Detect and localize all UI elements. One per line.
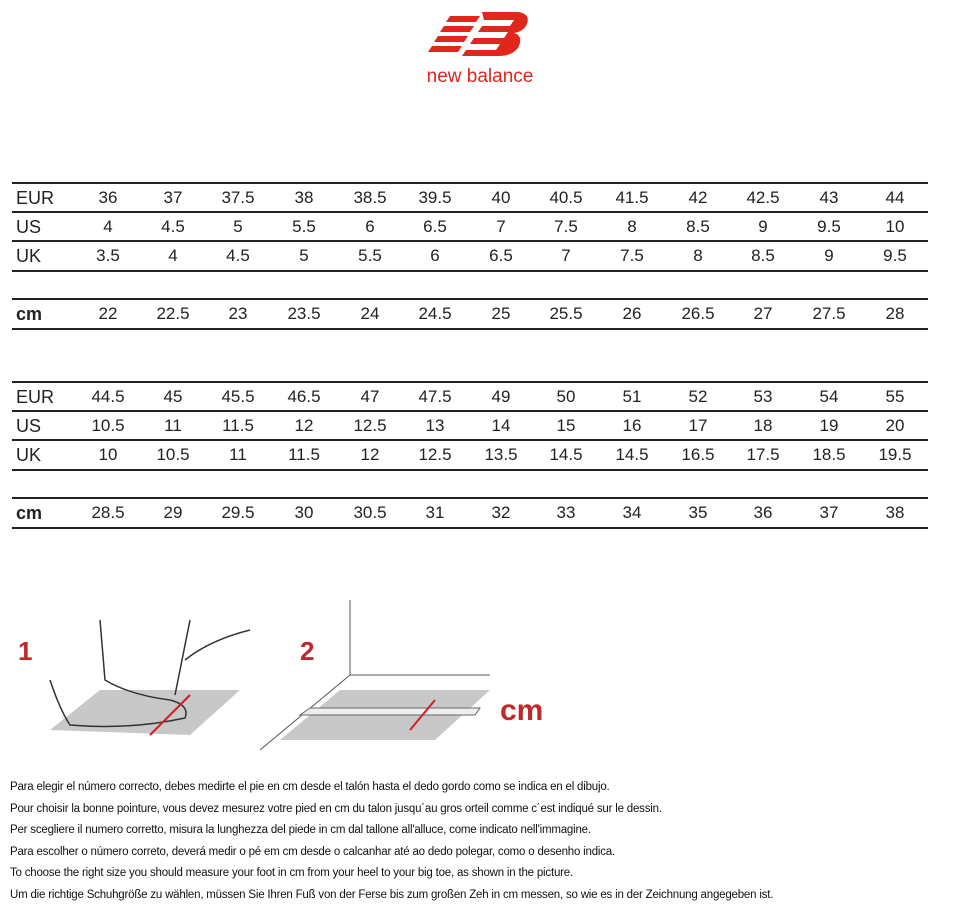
size-cell: 11.5 [288, 445, 320, 464]
size-cell: 53 [753, 387, 773, 406]
size-cell: 6.5 [423, 217, 447, 236]
size-cell: 17 [688, 416, 708, 435]
size-cell: 12.5 [353, 416, 387, 435]
size-cell: 43 [819, 188, 839, 207]
size-cell: 29 [163, 503, 183, 522]
size-cell: 40 [491, 188, 511, 207]
size-cell: 22.5 [156, 304, 190, 323]
size-cell: 45.5 [221, 387, 255, 406]
size-cell: 8.5 [751, 246, 775, 265]
size-cell: 46.5 [287, 387, 321, 406]
size-cell: 10 [98, 445, 118, 464]
size-cell: 19 [819, 416, 839, 435]
size-cell: 5.5 [292, 217, 316, 236]
size-cell: 28 [885, 304, 905, 323]
size-cell: 24 [360, 304, 380, 323]
size-cell: 7.5 [554, 217, 578, 236]
size-cell: 8 [693, 246, 703, 265]
size-cell: 36 [98, 188, 118, 207]
size-cell: 12.5 [418, 445, 452, 464]
row-label: UK [16, 445, 42, 465]
size-cell: 50 [556, 387, 576, 406]
size-cell: 19.5 [878, 445, 912, 464]
size-cell: 35 [688, 503, 708, 522]
size-cell: 37 [819, 503, 839, 522]
instruction-line: To choose the right size you should measure your foot in cm from your heel to your big toe, as shown in the picture. [10, 867, 573, 879]
instruction-line: Um die richtige Schuhgröße zu wählen, müssen Sie Ihren Fuß von der Ferse bis zum großen Zeh in cm messen, so wie es in der Zeichnung angegeben ist. [10, 888, 774, 901]
size-row-cm [12, 298, 928, 330]
size-cell: 44 [885, 188, 905, 207]
size-cell: 38 [885, 503, 905, 522]
size-cell: 44.5 [91, 387, 125, 406]
size-cell: 9 [824, 246, 834, 265]
size-cell: 38 [294, 188, 314, 207]
size-cell: 8 [627, 217, 637, 236]
size-cell: 18.5 [812, 445, 846, 464]
size-cell: 16 [622, 416, 642, 435]
step-1-label: 1 [18, 636, 33, 666]
size-cell: 42.5 [746, 188, 780, 207]
size-cell: 36 [753, 503, 773, 522]
size-cell: 41.5 [615, 188, 649, 207]
size-cell: 29.5 [221, 503, 255, 522]
size-cell: 30.5 [353, 503, 387, 522]
size-cell: 20 [885, 416, 905, 435]
size-cell: 5 [299, 246, 309, 265]
row-label: US [16, 217, 42, 237]
size-cell: 27.5 [812, 304, 846, 323]
instruction-line: Per scegliere il numero corretto, misura la lunghezza del piede in cm dal tallone all'alluce, come indicato nell'immagine. [10, 824, 591, 836]
size-cell: 38.5 [353, 188, 387, 207]
size-row-eur [12, 381, 928, 411]
size-row-uk [12, 240, 928, 272]
size-row-eur [12, 182, 928, 212]
size-cell: 31 [425, 503, 445, 522]
size-cell: 7 [496, 217, 506, 236]
size-cell: 5 [233, 217, 243, 236]
size-cell: 5.5 [358, 246, 382, 265]
size-cell: 11 [229, 445, 247, 464]
size-cell: 13 [425, 416, 445, 435]
size-cell: 55 [885, 387, 905, 406]
row-label: EUR [16, 387, 55, 407]
size-cell: 37.5 [221, 188, 255, 207]
size-cell: 26.5 [681, 304, 715, 323]
size-cell: 25 [491, 304, 511, 323]
size-cell: 10.5 [91, 416, 125, 435]
size-cell: 11.5 [222, 416, 254, 435]
size-cell: 25.5 [549, 304, 583, 323]
size-cell: 27 [753, 304, 773, 323]
size-cell: 39.5 [418, 188, 452, 207]
row-label: US [16, 416, 42, 436]
size-cell: 9.5 [883, 246, 907, 265]
size-cell: 32 [491, 503, 511, 522]
size-row-uk [12, 439, 928, 471]
size-cell: 17.5 [746, 445, 780, 464]
size-cell: 47.5 [418, 387, 452, 406]
size-cell: 4.5 [161, 217, 185, 236]
size-cell: 24.5 [418, 304, 452, 323]
step-2-label: 2 [300, 636, 315, 666]
size-cell: 47 [360, 387, 380, 406]
ruler-illustration [260, 600, 560, 760]
nb-logo-icon [410, 8, 550, 64]
size-cell: 6.5 [489, 246, 513, 265]
size-cell: 49 [491, 387, 511, 406]
size-cell: 8.5 [686, 217, 710, 236]
size-cell: 9.5 [817, 217, 841, 236]
new-balance-logo [410, 8, 550, 87]
size-cell: 23.5 [287, 304, 321, 323]
size-cell: 52 [688, 387, 708, 406]
size-cell: 23 [228, 304, 248, 323]
size-cell: 14 [491, 416, 511, 435]
size-cell: 4 [103, 217, 113, 236]
size-cell: 18 [753, 416, 773, 435]
size-cell: 6 [365, 217, 375, 236]
size-cell: 11 [164, 416, 182, 435]
instruction-line: Para elegir el número correcto, debes medirte el pie en cm desde el talón hasta el dedo gordo como se indica en el dibujo. [10, 781, 610, 793]
size-cell: 34 [622, 503, 642, 522]
size-cell: 4 [168, 246, 178, 265]
row-label: cm [16, 503, 43, 523]
cm-label: cm [500, 694, 544, 727]
size-cell: 15 [556, 416, 576, 435]
size-cell: 30 [294, 503, 314, 522]
size-cell: 9 [758, 217, 768, 236]
size-cell: 14.5 [615, 445, 649, 464]
foot-measure-illustration [10, 600, 270, 760]
row-label: cm [16, 304, 43, 324]
instruction-line: Pour choisir la bonne pointure, vous devez mesurez votre pied en cm du talon jusqu´au gros orteil comme c´est indiqué sur le dessin. [10, 802, 662, 815]
size-cell: 4.5 [226, 246, 250, 265]
size-cell: 54 [819, 387, 839, 406]
size-cell: 22 [98, 304, 118, 323]
brand-name: new balance [426, 66, 534, 87]
size-cell: 3.5 [96, 246, 120, 265]
size-cell: 13.5 [484, 445, 518, 464]
size-cell: 40.5 [549, 188, 583, 207]
size-cell: 12 [294, 416, 314, 435]
size-cell: 10 [885, 217, 905, 236]
size-row-us [12, 211, 928, 241]
size-cell: 7.5 [620, 246, 644, 265]
size-cell: 51 [622, 387, 642, 406]
row-label: UK [16, 246, 42, 266]
size-cell: 16.5 [681, 445, 715, 464]
size-cell: 6 [430, 246, 440, 265]
size-cell: 37 [163, 188, 183, 207]
size-cell: 42 [688, 188, 708, 207]
size-cell: 14.5 [549, 445, 583, 464]
size-cell: 45 [163, 387, 183, 406]
instruction-line: Para escolher o número correto, deverá medir o pé em cm desde o calcanhar até ao dedo polegar, como o desenho indica. [10, 845, 616, 858]
size-cell: 10.5 [156, 445, 190, 464]
size-cell: 26 [622, 304, 642, 323]
row-label: EUR [16, 188, 55, 208]
size-cell: 7 [561, 246, 571, 265]
size-cell: 33 [556, 503, 576, 522]
size-row-cm [12, 497, 928, 529]
size-cell: 28.5 [91, 503, 125, 522]
size-cell: 12 [360, 445, 380, 464]
size-row-us [12, 410, 928, 440]
